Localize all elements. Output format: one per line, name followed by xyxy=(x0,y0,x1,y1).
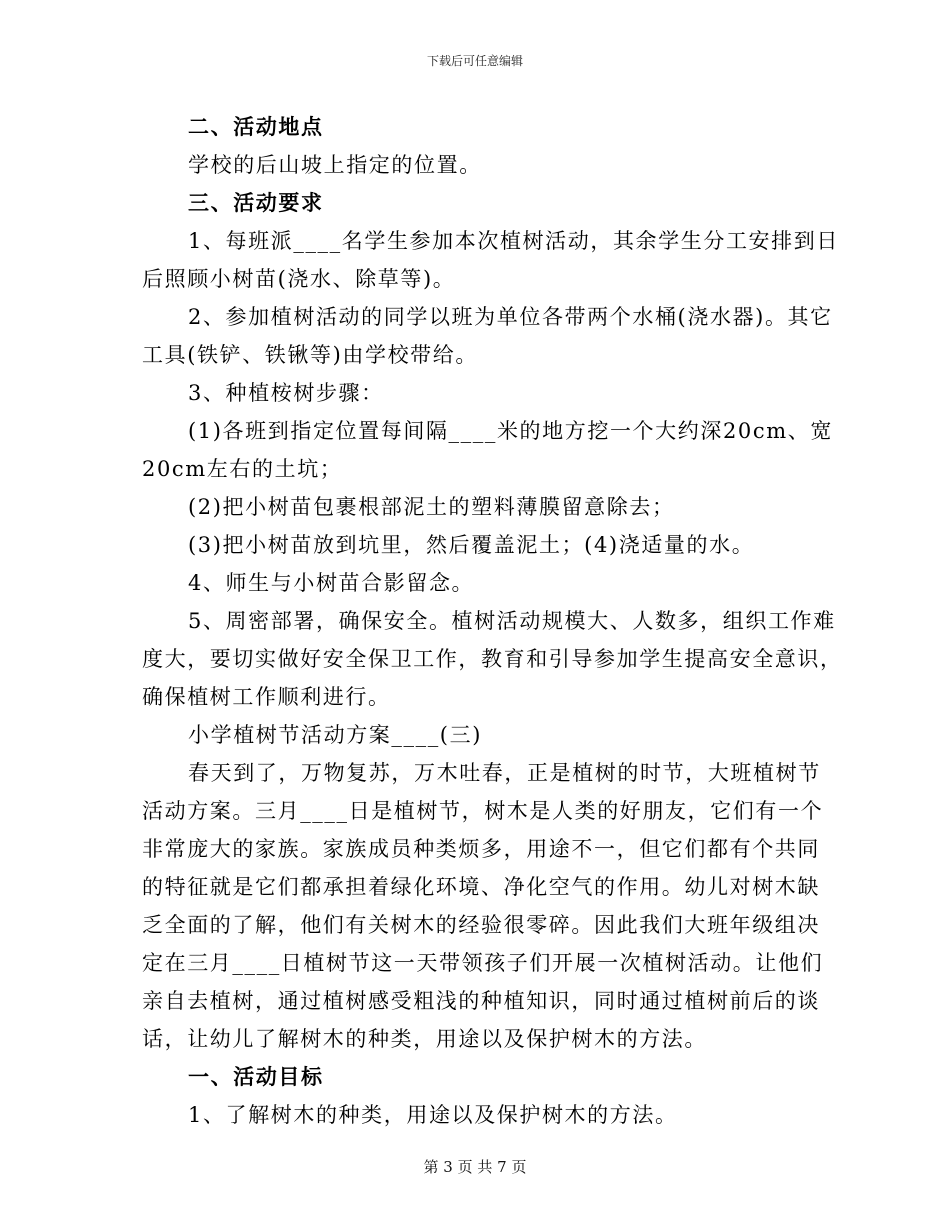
paragraph-line: (3)把小树苗放到坑里，然后覆盖泥土；(4)浇适量的水。 xyxy=(188,533,755,557)
paragraph-line: 5、周密部署，确保安全。植树活动规模大、人数多，组织工作难 xyxy=(188,609,836,633)
page-header-note: 下载后可任意编辑 xyxy=(426,54,523,68)
paragraph-line: 1、每班派____名学生参加本次植树活动，其余学生分工安排到日 xyxy=(188,229,839,253)
paragraph-line: 非常庞大的家族。家族成员种类烦多，用途不一，但它们都有个共同 xyxy=(142,837,820,861)
paragraph-line: 4、师生与小树苗合影留念。 xyxy=(188,571,475,595)
paragraph-line: 2、参加植树活动的同学以班为单位各带两个水桶(浇水器)。其它 xyxy=(188,305,833,329)
paragraph-line: 20cm左右的土坑； xyxy=(142,457,343,481)
section-heading-requirements: 三、活动要求 xyxy=(188,190,324,215)
section-heading-location: 二、活动地点 xyxy=(188,114,324,139)
paragraph-line: (2)把小树苗包裹根部泥土的塑料薄膜留意除去； xyxy=(188,495,675,519)
paragraph-line: 定在三月____日植树节这一天带领孩子们开展一次植树活动。让他们 xyxy=(142,951,824,975)
page-number: 第 3 页 共 7 页 xyxy=(423,1158,527,1176)
paragraph-line: 度大，要切实做好安全保卫工作，教育和引导参加学生提高安全意识， xyxy=(142,647,843,671)
paragraph-line: 乏全面的了解，他们有关树木的经验很零碎。因此我们大班年级组决 xyxy=(142,913,820,937)
paragraph-line: (1)各班到指定位置每间隔____米的地方挖一个大约深20cm、宽 xyxy=(188,419,833,443)
paragraph-line: 的特征就是它们都承担着绿化环境、净化空气的作用。幼儿对树木缺 xyxy=(142,875,820,899)
plan-subtitle: 小学植树节活动方案____(三) xyxy=(188,723,482,747)
paragraph-line: 1、了解树木的种类，用途以及保护树木的方法。 xyxy=(188,1103,678,1127)
paragraph-line: 后照顾小树苗(浇水、除草等)。 xyxy=(142,267,456,291)
paragraph-line: 春天到了，万物复苏，万木吐春，正是植树的时节，大班植树节 xyxy=(188,761,821,785)
paragraph-line: 学校的后山坡上指定的位置。 xyxy=(188,153,482,177)
document-body xyxy=(142,108,843,1134)
paragraph-line: 确保植树工作顺利进行。 xyxy=(142,685,391,709)
section-heading-objectives: 一、活动目标 xyxy=(188,1064,324,1089)
paragraph-line: 3、种植桉树步骤： xyxy=(188,381,384,405)
paragraph-line: 工具(铁铲、铁锹等)由学校带给。 xyxy=(142,343,478,367)
paragraph-line: 活动方案。三月____日是植树节，树木是人类的好朋友，它们有一个 xyxy=(142,799,824,823)
paragraph-line: 话，让幼儿了解树木的种类，用途以及保护树木的方法。 xyxy=(142,1027,707,1051)
paragraph-line: 亲自去植树，通过植树感受粗浅的种植知识，同时通过植树前后的谈 xyxy=(142,989,820,1013)
